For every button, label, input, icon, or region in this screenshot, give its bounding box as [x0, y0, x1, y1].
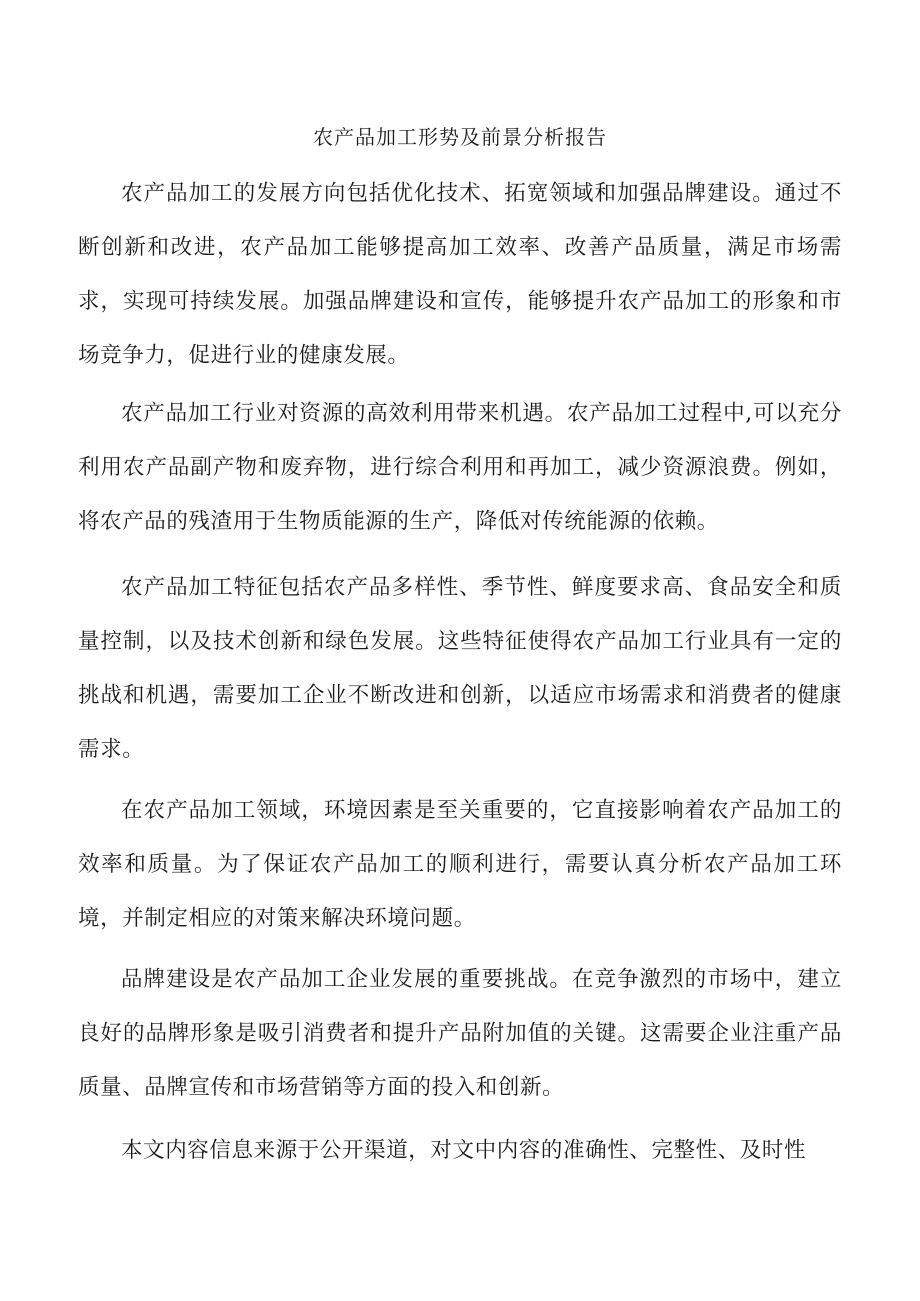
paragraph-industry-characteristics: 农产品加工特征包括农产品多样性、季节性、鲜度要求高、食品安全和质量控制，以及技术创新和绿色发展。这些特征使得农产品加工行业具有一定的挑战和机遇，需要加工企业不断改进和创新，以适应市场需求和消费者的健康需求。	[78, 575, 842, 762]
paragraph-environment-factors: 在农产品加工领域，环境因素是至关重要的，它直接影响着农产品加工的效率和质量。为了保证农产品加工的顺利进行，需要认真分析农产品加工环境，并制定相应的对策来解决环境问题。	[78, 798, 842, 931]
paragraph-development-direction: 农产品加工的发展方向包括优化技术、拓宽领域和加强品牌建设。通过不断创新和改进，农产品加工能够提高加工效率、改善产品质量，满足市场需求，实现可持续发展。加强品牌建设和宣传，能够提升农产品加工的形象和市场竞争力，促进行业的健康发展。	[78, 181, 842, 368]
paragraph-disclaimer: 本文内容信息来源于公开渠道，对文中内容的准确性、完整性、及时性	[121, 1138, 807, 1163]
paragraph-brand-building: 品牌建设是农产品加工企业发展的重要挑战。在竞争激烈的市场中，建立良好的品牌形象是吸引消费者和提升产品附加值的关键。这需要企业注重产品质量、品牌宣传和市场营销等方面的投入和创新。	[78, 967, 842, 1100]
paragraph-resource-utilization: 农产品加工行业对资源的高效利用带来机遇。农产品加工过程中,可以充分利用农产品副产物和废弃物，进行综合利用和再加工，减少资源浪费。例如，将农产品的残渣用于生物质能源的生产，降低对传统能源的依赖。	[78, 401, 842, 534]
document-title: 农产品加工形势及前景分析报告	[313, 125, 607, 149]
